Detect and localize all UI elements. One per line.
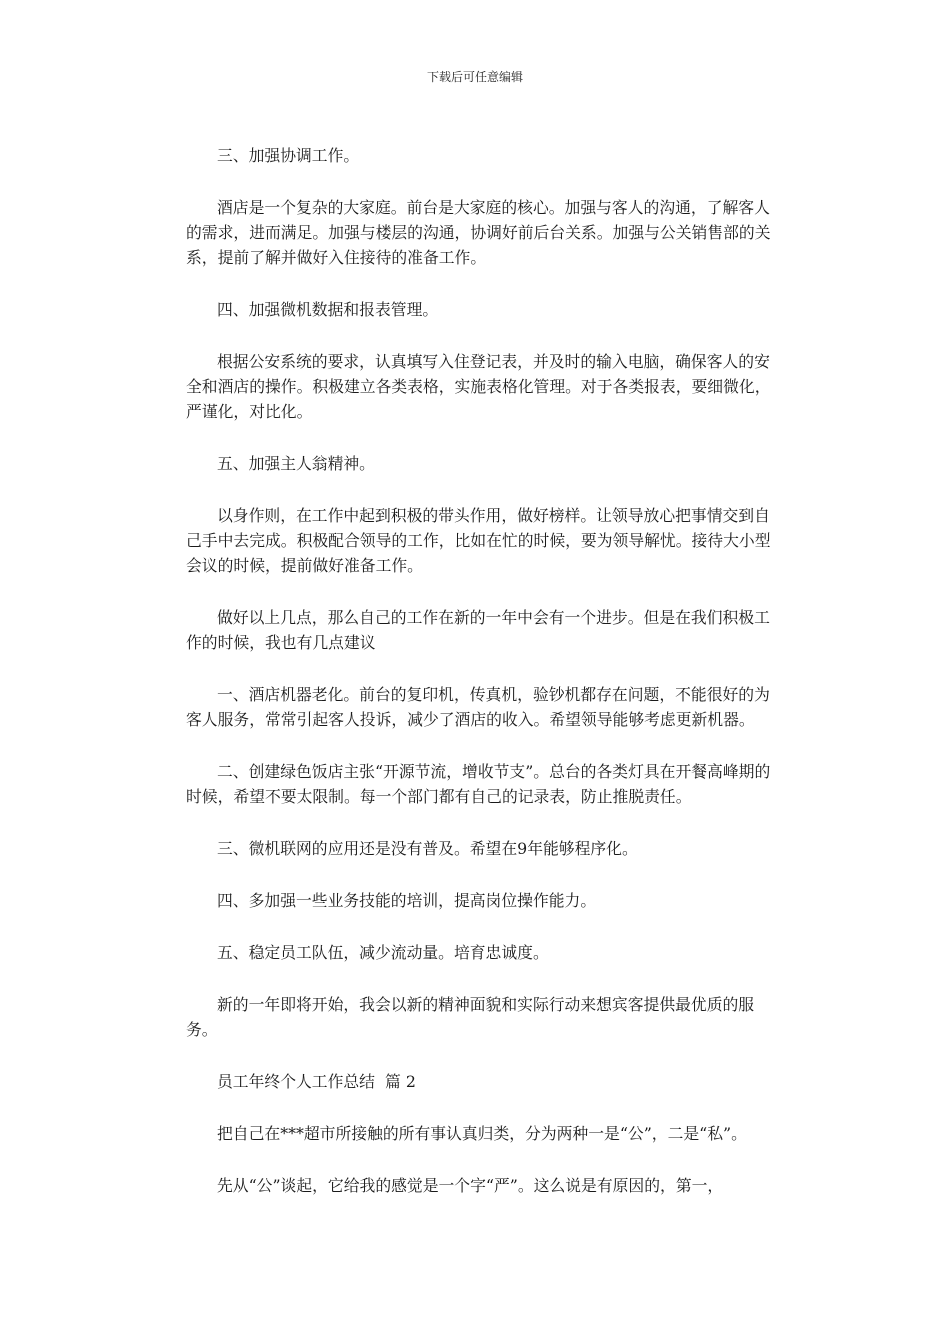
paragraph: 根据公安系统的要求，认真填写入住登记表，并及时的输入电脑，确保客人的安全和酒店的操作。积极建立各类表格，实施表格化管理。对于各类报表，要细微化，严谨化，对比化。 xyxy=(186,352,771,421)
paragraph: 三、微机联网的应用还是没有普及。希望在9年能够程序化。 xyxy=(217,839,638,858)
download-edit-note: 下载后可任意编辑 xyxy=(426,70,523,84)
paragraph: 以身作则，在工作中起到积极的带头作用，做好榜样。让领导放心把事情交到自己手中去完成。积极配合领导的工作，比如在忙的时候，要为领导解忧。接待大小型会议的时候，提前做好准备工作。 xyxy=(186,506,771,575)
paragraph: 三、加强协调工作。 xyxy=(217,146,360,165)
paragraph: 二、创建绿色饭店主张“开源节流，增收节支”。总台的各类灯具在开餐高峰期的时候，希望不要太限制。每一个部门都有自己的记录表，防止推脱责任。 xyxy=(186,762,771,806)
document-body xyxy=(186,143,780,1225)
paragraph: 做好以上几点，那么自己的工作在新的一年中会有一个进步。但是在我们积极工作的时候，我也有几点建议 xyxy=(186,608,770,652)
paragraph: 一、酒店机器老化。前台的复印机，传真机，验钞机都存在问题，不能很好的为客人服务，常常引起客人投诉，减少了酒店的收入。希望领导能够考虑更新机器。 xyxy=(186,685,770,729)
paragraph: 五、稳定员工队伍，减少流动量。培育忠诚度。 xyxy=(217,943,549,962)
paragraph: 四、多加强一些业务技能的培训，提高岗位操作能力。 xyxy=(217,891,597,910)
paragraph: 新的一年即将开始，我会以新的精神面貌和实际行动来想宾客提供最优质的服务。 xyxy=(186,995,755,1039)
section-heading: 员工年终个人工作总结 篇 2 xyxy=(217,1072,416,1091)
paragraph: 把自己在***超市所接触的所有事认真归类，分为两种一是“公”，二是“私”。 xyxy=(217,1124,747,1143)
paragraph: 四、加强微机数据和报表管理。 xyxy=(217,300,439,319)
paragraph: 五、加强主人翁精神。 xyxy=(217,454,375,473)
paragraph: 先从“公”谈起，它给我的感觉是一个字“严”。这么说是有原因的，第一， xyxy=(217,1176,724,1195)
paragraph: 酒店是一个复杂的大家庭。前台是大家庭的核心。加强与客人的沟通，了解客人的需求，进而满足。加强与楼层的沟通，协调好前后台关系。加强与公关销售部的关系，提前了解并做好入住接待的准备工作。 xyxy=(186,198,771,267)
